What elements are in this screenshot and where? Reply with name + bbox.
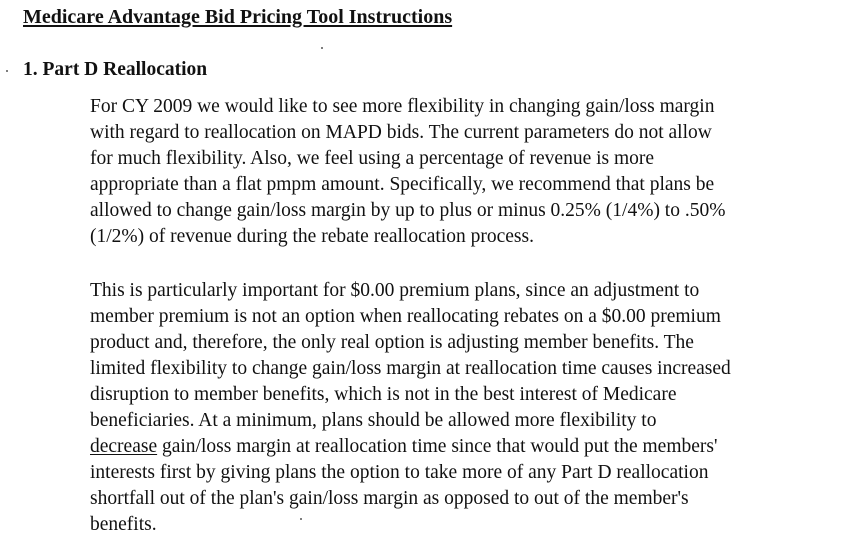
paragraph-line: interests first by giving plans the option to take more of any Part D reallocation <box>90 462 709 483</box>
paragraph-line: limited flexibility to change gain/loss margin at reallocation time causes increased <box>90 358 731 379</box>
scan-speck <box>321 47 323 49</box>
paragraph-line: (1/2%) of revenue during the rebate reallocation process. <box>90 226 534 247</box>
emphasis-word: decrease <box>90 436 158 457</box>
paragraph-line: beneficiaries. At a minimum, plans should be allowed more flexibility to <box>90 410 657 431</box>
paragraph-2 <box>90 278 860 538</box>
paragraph-line-emphasis <box>90 434 860 460</box>
scan-speck <box>6 70 8 72</box>
paragraph-line: appropriate than a flat pmpm amount. Specifically, we recommend that plans be <box>90 174 715 195</box>
paragraph-line: allowed to change gain/loss margin by up to plus or minus 0.25% (1/4%) to .50% <box>90 200 726 221</box>
document-title: Medicare Advantage Bid Pricing Tool Instructions <box>23 6 453 28</box>
paragraph-line: disruption to member benefits, which is not in the best interest of Medicare <box>90 384 677 405</box>
paragraph-line: with regard to reallocation on MAPD bids. The current parameters do not allow <box>90 122 712 143</box>
paragraph-line: benefits. <box>90 514 157 535</box>
paragraph-line: This is particularly important for $0.00 premium plans, since an adjustment to <box>90 280 700 301</box>
paragraph-line: for much flexibility. Also, we feel using a percentage of revenue is more <box>90 148 655 169</box>
emphasis-line-rest: gain/loss margin at reallocation time since that would put the members' <box>157 436 718 457</box>
paragraph-line: For CY 2009 we would like to see more flexibility in changing gain/loss margin <box>90 96 715 117</box>
paragraph-1 <box>90 94 860 250</box>
scan-speck <box>300 518 302 520</box>
section-heading: 1. Part D Reallocation <box>23 59 208 80</box>
paragraph-line: member premium is not an option when reallocating rebates on a $0.00 premium <box>90 306 721 327</box>
paragraph-line: product and, therefore, the only real option is adjusting member benefits. The <box>90 332 694 353</box>
paragraph-line: shortfall out of the plan's gain/loss margin as opposed to out of the member's <box>90 488 689 509</box>
